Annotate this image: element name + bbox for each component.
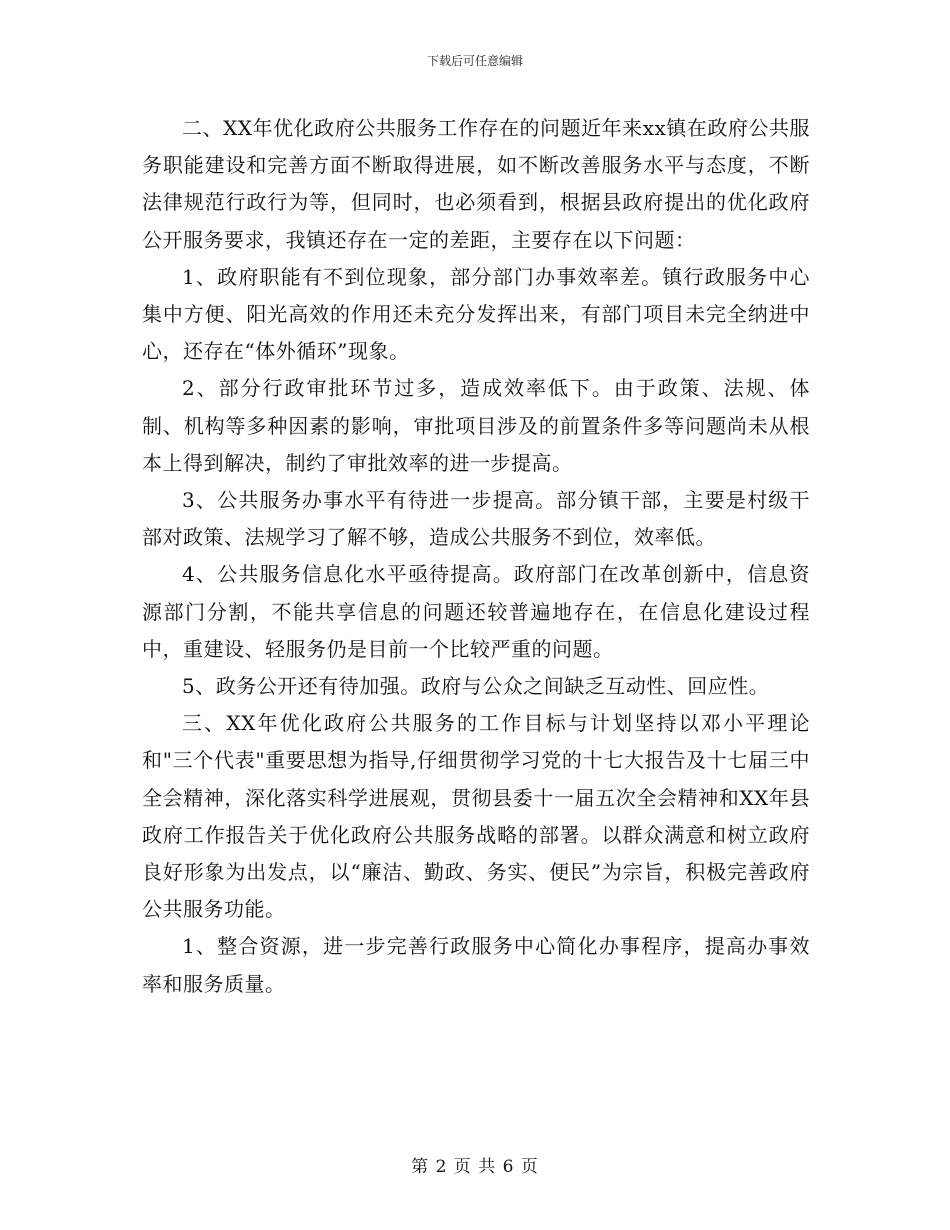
page-number-footer: 第 2 页 共 6 页: [411, 1157, 539, 1177]
document-body: [142, 110, 810, 1003]
paragraph-section-two: 二、XX年优化政府公共服务工作存在的问题近年来xx镇在政府公共服务职能建设和完善方面不断取得进展，如不断改善服务水平与态度，不断法律规范行政行为等，但同时，也必须看到，根据县政府提出的优化政府公开服务要求，我镇还存在一定的差距，主要存在以下问题：: [142, 116, 810, 252]
paragraph-issue-3: 3、公共服务办事水平有待进一步提高。部分镇干部，主要是村级干部对政策、法规学习了解不够，造成公共服务不到位，效率低。: [142, 488, 810, 550]
paragraph-issue-4: 4、公共服务信息化水平亟待提高。政府部门在改革创新中，信息资源部门分割，不能共享信息的问题还较普遍地存在，在信息化建设过程中，重建设、轻服务仍是目前一个比较严重的问题。: [142, 562, 810, 661]
paragraph-issue-5: 5、政务公开还有待加强。政府与公众之间缺乏互动性、回应性。: [182, 674, 770, 699]
paragraph-goal-1: 1、整合资源，进一步完善行政服务中心简化办事程序，提高办事效率和服务质量。: [142, 934, 810, 996]
paragraph-section-three: 三、XX年优化政府公共服务的工作目标与计划坚持以邓小平理论和"三个代表"重要思想为指导,仔细贯彻学习党的十七大报告及十七届三中全会精神，深化落实科学进展观，贯彻县委十一届五次全会精神和XX年县政府工作报告关于优化政府公共服务战略的部署。以群众满意和树立政府良好形象为出发点，以“廉洁、勤政、务实、便民”为宗旨，积极完善政府公共服务功能。: [142, 711, 810, 922]
paragraph-issue-1: 1、政府职能有不到位现象，部分部门办事效率差。镇行政服务中心集中方便、阳光高效的作用还未充分发挥出来，有部门项目未完全纳进中心，还存在“体外循环”现象。: [142, 264, 810, 364]
page-header: 下载后可任意编辑: [426, 54, 523, 68]
paragraph-issue-2: 2、部分行政审批环节过多，造成效率低下。由于政策、法规、体制、机构等多种因素的影响，审批项目涉及的前置条件多等问题尚未从根本上得到解决，制约了审批效率的进一步提高。: [142, 376, 810, 475]
